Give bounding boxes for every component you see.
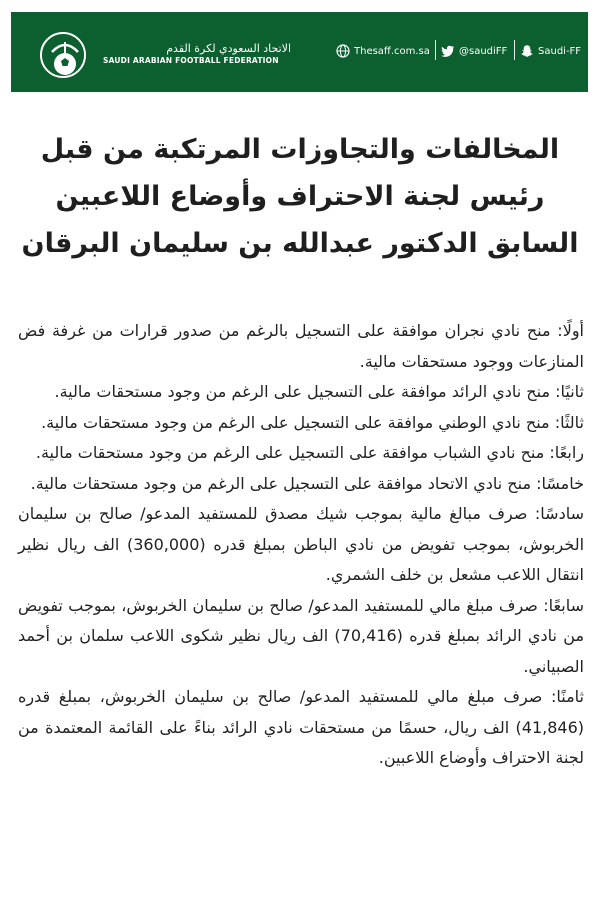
twitter-icon	[441, 44, 455, 58]
list-item: ثالثًا: منح نادي الوطني موافقة على التسجيل على الرغم من وجود مستحقات مالية.	[41, 412, 584, 432]
header-banner	[11, 12, 588, 92]
divider	[435, 40, 436, 60]
website-text: Thesaff.com.sa	[354, 45, 430, 57]
snapchat-link[interactable]	[520, 44, 581, 58]
list-item: سابعًا: صرف مبلغ مالي للمستفيد المدعو/ صالح بن سليمان الخربوش، بموجب تفويض من نادي الرائد بمبلغ قدره (70,416) الف ريال نظير شكوى اللاعب سلمان بن أحمد الصبياني.	[18, 595, 585, 676]
federation-logo-icon	[40, 32, 86, 78]
list-item: خامسًا: منح نادي الاتحاد موافقة على التسجيل على الرغم من وجود مستحقات مالية.	[30, 473, 584, 493]
page-title: المخالفات والتجاوزات المرتكبة من قبل رئيس لجنة الاحتراف وأوضاع اللاعبين السابق الدكتور عبدالله بن سليمان البرقان	[21, 134, 579, 259]
violations-list	[18, 316, 584, 774]
twitter-handle: @saudiFF	[459, 45, 508, 57]
snapchat-icon	[520, 44, 534, 58]
list-item: سادسًا: صرف مبالغ مالية بموجب شيك مصدق للمستفيد المدعو/ صالح بن سليمان الخربوش، بموجب تفويض من نادي الباطن بمبلغ قدره (360,000) الف ريال نظير انتقال اللاعب مشعل بن خلف الشمري.	[18, 504, 585, 584]
federation-name-english: SAUDI ARABIAN FOOTBALL FEDERATION	[103, 56, 279, 65]
website-link[interactable]	[336, 44, 430, 58]
federation-name-arabic: الاتحاد السعودي لكرة القدم	[166, 42, 291, 55]
list-item: رابعًا: منح نادي الشباب موافقة على التسجيل على الرغم من وجود مستحقات مالية.	[35, 443, 584, 462]
list-item: ثانيًا: منح نادي الرائد موافقة على التسجيل على الرغم من وجود مستحقات مالية.	[54, 382, 584, 401]
twitter-link[interactable]	[441, 44, 507, 58]
list-item: ثامنًا: صرف مبلغ مالي للمستفيد المدعو/ صالح بن سليمان الخربوش، بمبلغ قدره (41,846) الف ريال، حسمًا من مستحقات نادي الرائد بناءً على القائمة المعتمدة من لجنة الاحتراف وأوضاع اللاعبين.	[18, 687, 584, 767]
snapchat-handle: Saudi-FF	[538, 45, 582, 57]
divider	[514, 40, 515, 60]
list-item: أولًا: منح نادي نجران موافقة على التسجيل بالرغم من صدور قرارات من غرفة فض المنازعات ووجود مستحقات مالية.	[18, 321, 584, 371]
globe-icon	[336, 44, 350, 58]
